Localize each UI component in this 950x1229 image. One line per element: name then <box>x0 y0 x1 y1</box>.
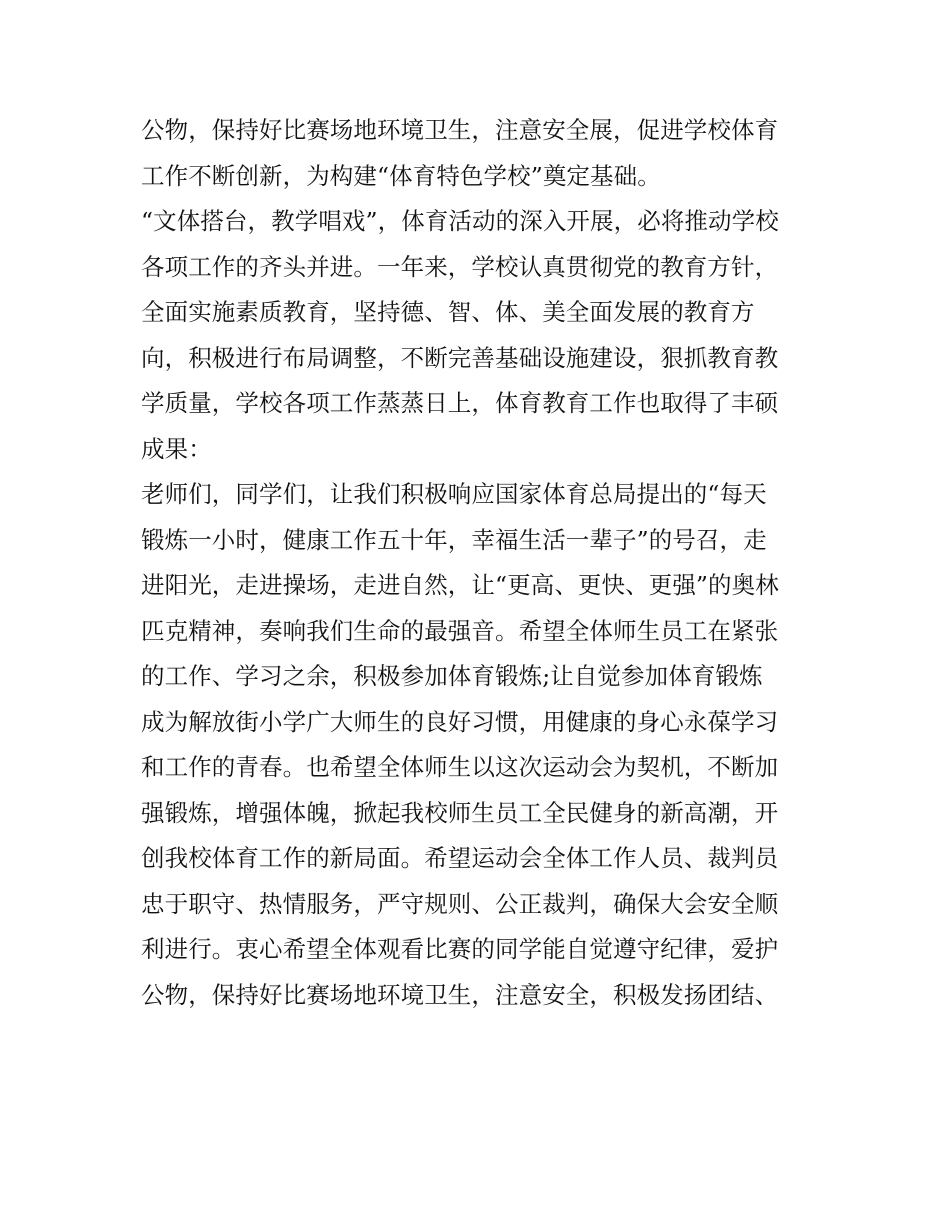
text-line: 的工作、学习之余，积极参加体育锻炼;让自觉参加体育锻炼 <box>141 662 763 690</box>
text-line: 创我校体育工作的新局面。希望运动会全体工作人员、裁判员 <box>141 844 779 872</box>
text-line: 进阳光，走进操场，走进自然，让“更高、更快、更强”的奥林 <box>141 571 779 599</box>
text-line: 锻炼一小时，健康工作五十年，幸福生活一辈子”的号召，走 <box>141 525 767 554</box>
text-line: 强锻炼，增强体魄，掀起我校师生员工全民健身的新高潮，开 <box>141 798 779 827</box>
text-line: 成果： <box>141 434 212 463</box>
text-line: “文体搭台，教学唱戏”，体育活动的深入开展，必将推动学校 <box>141 207 779 235</box>
text-line: 和工作的青春。也希望全体师生以这次运动会为契机，不断加 <box>141 753 779 781</box>
text-line: 利进行。衷心希望全体观看比赛的同学能自觉遵守纪律，爱护 <box>141 935 779 963</box>
text-line: 各项工作的齐头并进。一年来，学校认真贯彻党的教育方针， <box>141 252 779 281</box>
text-line: 向，积极进行布局调整，不断完善基础设施建设，狠抓教育教 <box>141 343 779 372</box>
text-line: 全面实施素质教育，坚持德、智、体、美全面发展的教育方 <box>141 298 755 326</box>
text-line: 学质量，学校各项工作蒸蒸日上，体育教育工作也取得了丰硕 <box>141 389 779 417</box>
body-text <box>141 108 821 1018</box>
text-line: 匹克精神，奏响我们生命的最强音。希望全体师生员工在紧张 <box>141 616 779 645</box>
text-line: 公物，保持好比赛场地环境卫生，注意安全展，促进学校体育 <box>141 116 779 144</box>
text-line: 成为解放街小学广大师生的良好习惯，用健康的身心永葆学习 <box>141 707 779 736</box>
text-line: 忠于职守、热情服务，严守规则、公正裁判，确保大会安全顺 <box>141 889 779 918</box>
text-line: 工作不断创新，为构建“体育特色学校”奠定基础。 <box>141 161 661 190</box>
text-line: 公物，保持好比赛场地环境卫生，注意安全，积极发扬团结、 <box>141 980 779 1009</box>
text-line: 老师们，同学们，让我们积极响应国家体育总局提出的“每天 <box>141 480 767 508</box>
